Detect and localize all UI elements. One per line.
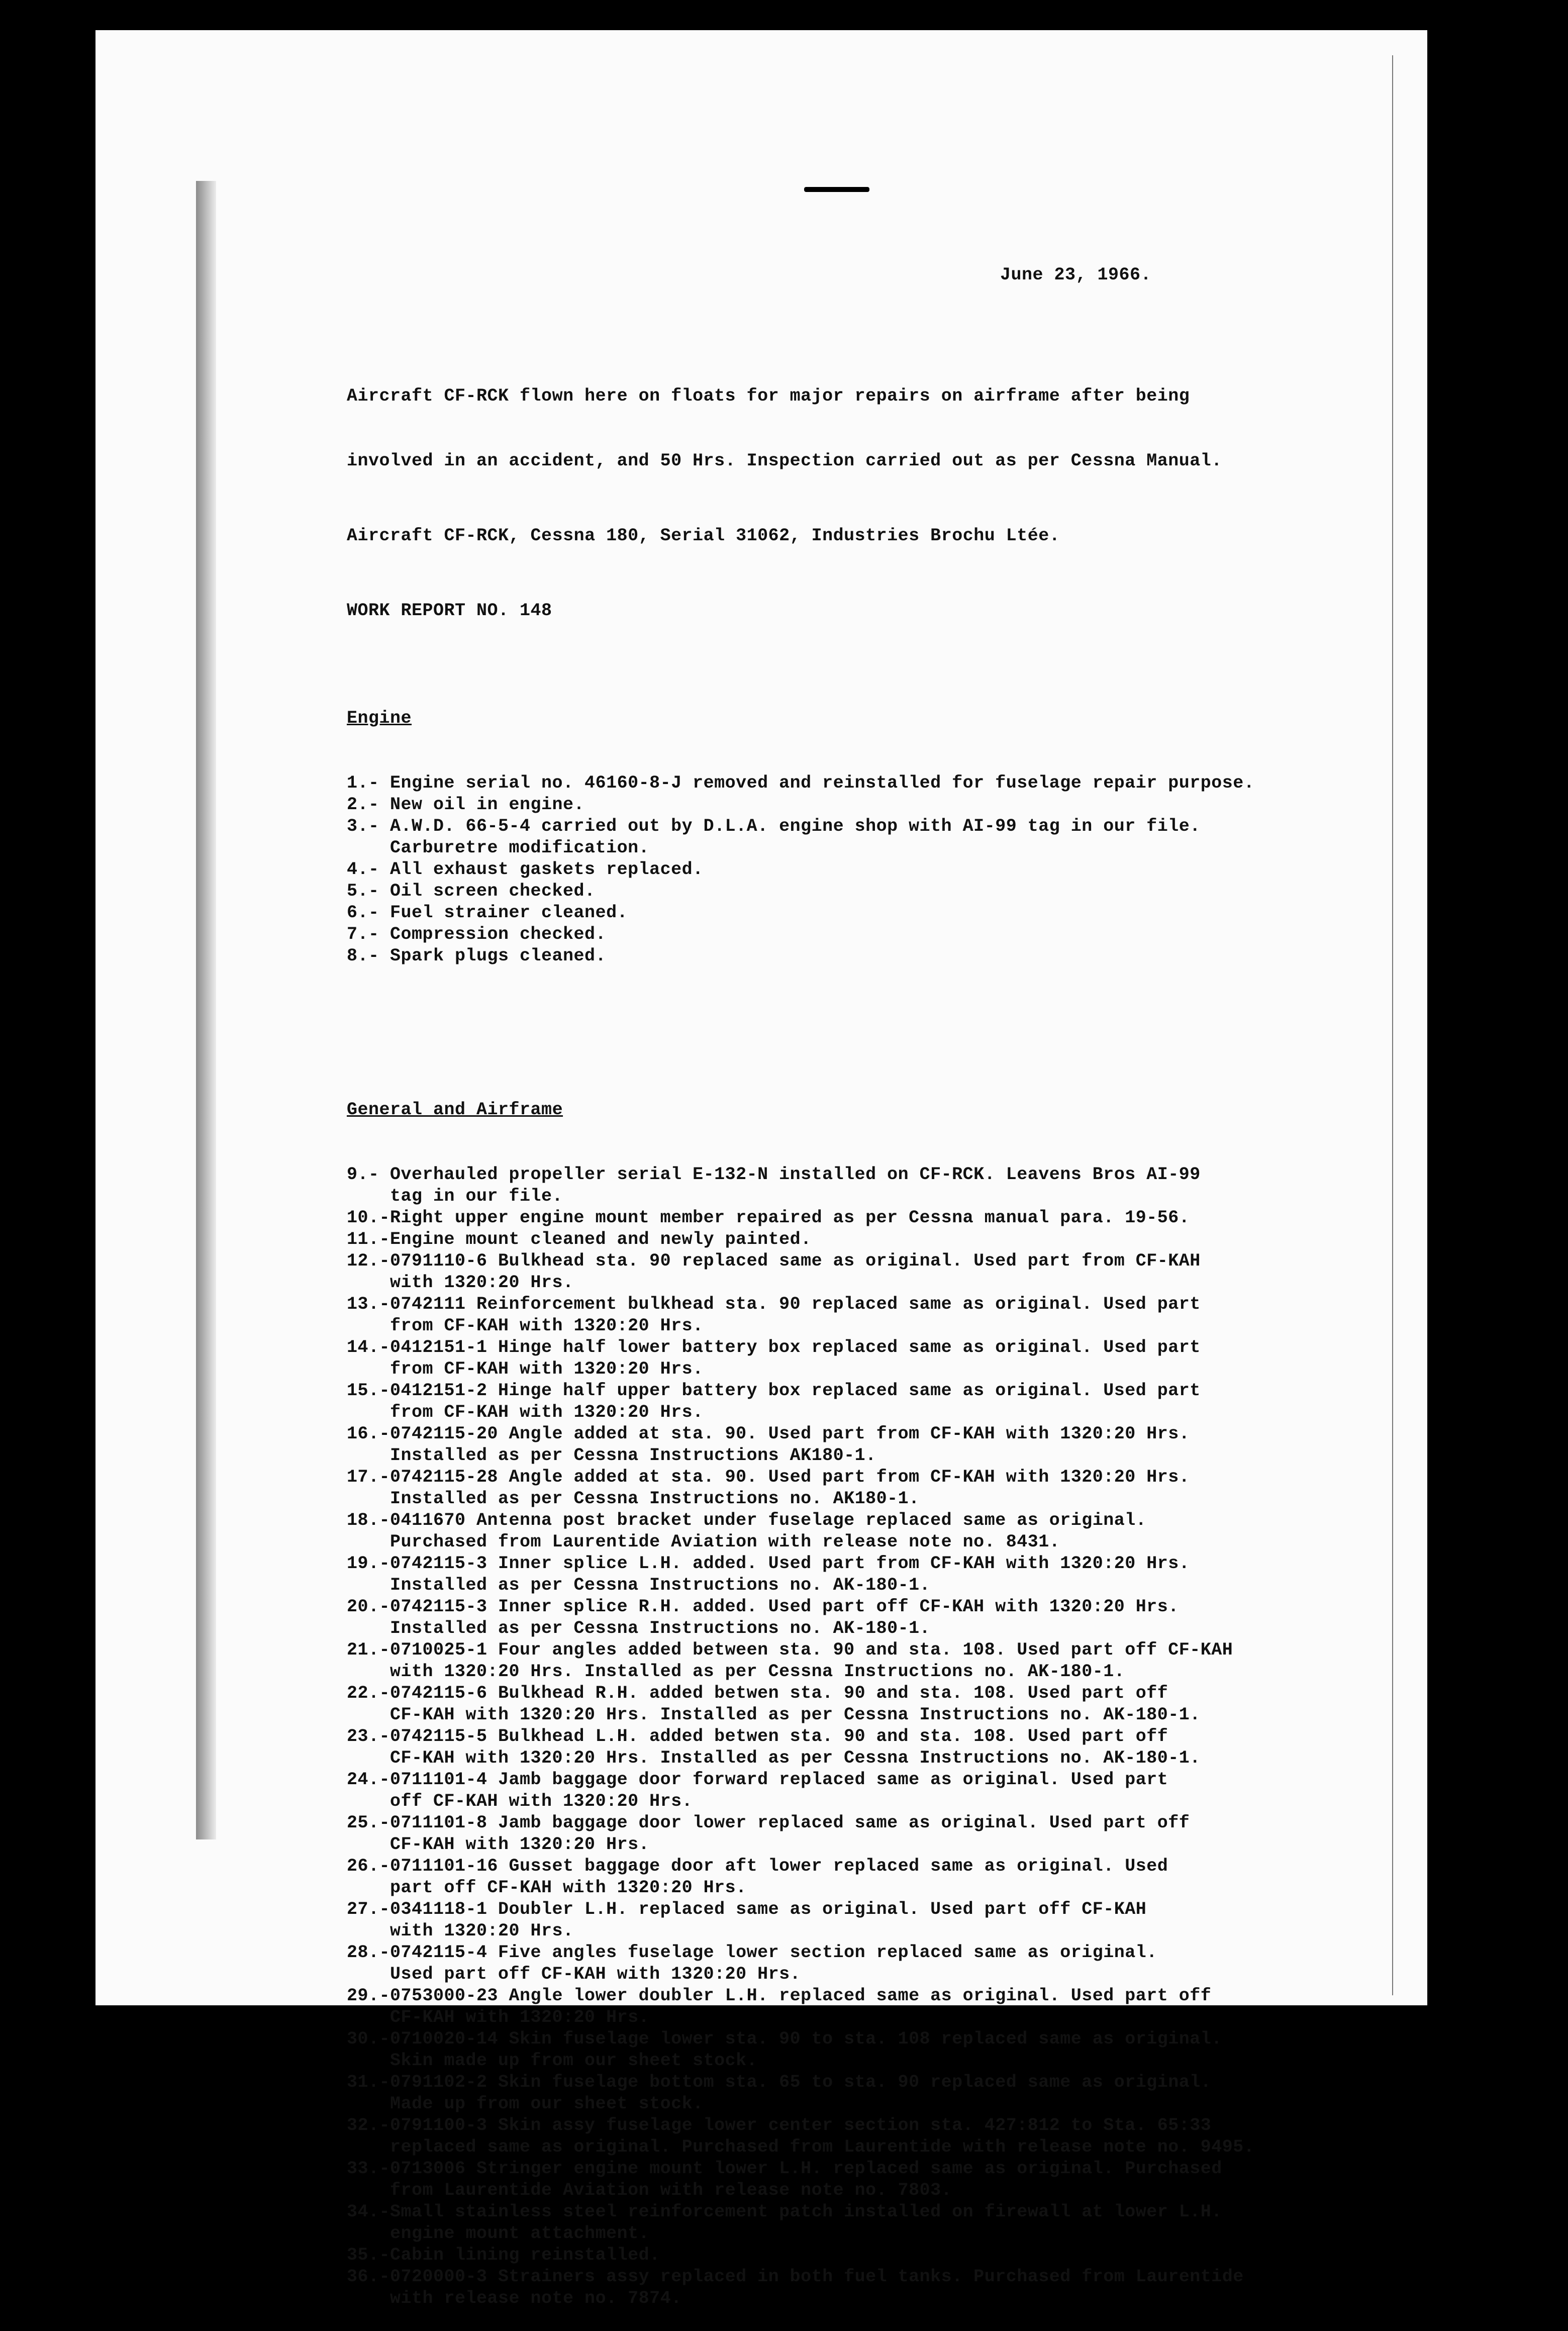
item-line: 0742115-3 Inner splice R.H. added. Used part off CF-KAH with 1320:20 Hrs. bbox=[390, 1597, 1179, 1617]
list-item bbox=[347, 924, 1352, 945]
item-number: 15.- bbox=[347, 1381, 390, 1401]
item-text bbox=[390, 1229, 812, 1250]
page-edge-line bbox=[1392, 55, 1393, 1995]
item-text bbox=[390, 1250, 1201, 1294]
item-text bbox=[390, 2158, 1222, 2201]
item-number: 4.- bbox=[347, 859, 379, 880]
item-line: with 1320:20 Hrs. bbox=[390, 1921, 574, 1941]
item-line: from CF-KAH with 1320:20 Hrs. bbox=[390, 1316, 704, 1336]
item-text bbox=[390, 1985, 1211, 2028]
list-item bbox=[347, 1942, 1352, 1985]
report-date: June 23, 1966. bbox=[1000, 265, 1152, 285]
list-item bbox=[347, 1812, 1352, 1856]
list-item bbox=[347, 1380, 1352, 1423]
list-item bbox=[347, 902, 1352, 924]
list-item bbox=[347, 1423, 1352, 1467]
list-item bbox=[347, 1769, 1352, 1812]
item-text bbox=[390, 1683, 1201, 1726]
item-text bbox=[390, 1380, 1201, 1423]
list-item bbox=[347, 859, 1352, 881]
list-item bbox=[347, 1250, 1352, 1294]
item-line: part off CF-KAH with 1320:20 Hrs. bbox=[390, 1878, 747, 1898]
item-number: 18.- bbox=[347, 1510, 390, 1530]
item-line: replaced same as original. Purchased from Laurentide with release note no. 9495. bbox=[390, 2137, 1255, 2157]
item-text bbox=[390, 1510, 1146, 1553]
item-line: 0742115-28 Angle added at sta. 90. Used part from CF-KAH with 1320:20 Hrs. bbox=[390, 1467, 1190, 1487]
header-dash bbox=[804, 187, 869, 192]
list-item bbox=[347, 1726, 1352, 1769]
item-line: Skin made up from our sheet stock. bbox=[390, 2051, 758, 2071]
list-item bbox=[347, 1229, 1352, 1250]
item-text bbox=[390, 945, 606, 967]
item-line: Used part off CF-KAH with 1320:20 Hrs. bbox=[390, 1964, 801, 1984]
item-text bbox=[390, 1596, 1179, 1639]
list-item bbox=[347, 1553, 1352, 1596]
list-item bbox=[347, 1337, 1352, 1380]
item-text bbox=[390, 1467, 1190, 1510]
item-text bbox=[390, 816, 1201, 859]
item-line: Cabin lining reinstalled. bbox=[390, 2245, 660, 2265]
item-line: 0742111 Reinforcement bulkhead sta. 90 replaced same as original. Used part bbox=[390, 1294, 1201, 1314]
item-line: 0742115-3 Inner splice L.H. added. Used part from CF-KAH with 1320:20 Hrs. bbox=[390, 1553, 1190, 1574]
list-item bbox=[347, 1164, 1352, 1207]
item-text bbox=[390, 1942, 1157, 1985]
item-line: CF-KAH with 1320:20 Hrs. Installed as per Cessna Instructions no. AK-180-1. bbox=[390, 1748, 1201, 1768]
item-line: Installed as per Cessna Instructions no. AK-180-1. bbox=[390, 1618, 931, 1638]
item-text bbox=[390, 2266, 1244, 2309]
item-line: CF-KAH with 1320:20 Hrs. bbox=[390, 1834, 650, 1855]
item-line: 0742115-4 Five angles fuselage lower section replaced same as original. bbox=[390, 1943, 1157, 1963]
list-item bbox=[347, 2158, 1352, 2201]
item-line: Right upper engine mount member repaired as per Cessna manual para. 19-56. bbox=[390, 1208, 1190, 1228]
item-number: 24.- bbox=[347, 1770, 390, 1790]
item-number: 20.- bbox=[347, 1597, 390, 1617]
item-line: Overhauled propeller serial E-132-N installed on CF-RCK. Leavens Bros AI-99 bbox=[390, 1164, 1201, 1185]
intro-line-1: Aircraft CF-RCK flown here on floats for major repairs on airframe after being bbox=[347, 386, 1190, 406]
item-number: 6.- bbox=[347, 903, 379, 923]
item-text bbox=[390, 924, 606, 945]
item-text bbox=[390, 1769, 1168, 1812]
item-line: Oil screen checked. bbox=[390, 881, 596, 901]
item-line: All exhaust gaskets replaced. bbox=[390, 859, 704, 880]
engine-heading: Engine bbox=[347, 708, 412, 728]
item-text bbox=[390, 2072, 1211, 2115]
list-item bbox=[347, 1294, 1352, 1337]
item-number: 33.- bbox=[347, 2159, 390, 2179]
item-number: 34.- bbox=[347, 2202, 390, 2222]
list-item bbox=[347, 772, 1352, 794]
list-item bbox=[347, 2245, 1352, 2266]
item-line: 0711101-16 Gusset baggage door aft lower replaced same as original. Used bbox=[390, 1856, 1168, 1876]
list-item bbox=[347, 2201, 1352, 2245]
item-number: 13.- bbox=[347, 1294, 390, 1314]
item-line: Installed as per Cessna Instructions AK180-1. bbox=[390, 1445, 876, 1466]
list-item bbox=[347, 816, 1352, 859]
list-item bbox=[347, 1985, 1352, 2028]
item-text bbox=[390, 772, 1254, 794]
item-line: with 1320:20 Hrs. bbox=[390, 1273, 574, 1293]
item-number: 25.- bbox=[347, 1813, 390, 1833]
list-item bbox=[347, 1596, 1352, 1639]
item-number: 2.- bbox=[347, 795, 379, 815]
list-item bbox=[347, 1207, 1352, 1229]
item-line: Made up from our sheet stock. bbox=[390, 2094, 704, 2114]
item-line: engine mount attachment. bbox=[390, 2223, 650, 2244]
item-line: 0791110-6 Bulkhead sta. 90 replaced same as original. Used part from CF-KAH bbox=[390, 1251, 1201, 1271]
item-text bbox=[390, 1337, 1201, 1380]
item-line: 0791102-2 Skin fuselage bottom sta. 65 to sta. 90 replaced same as original. bbox=[390, 2072, 1212, 2092]
item-text bbox=[390, 2201, 1222, 2245]
item-text bbox=[390, 1553, 1190, 1596]
item-number: 8.- bbox=[347, 946, 379, 966]
item-line: Compression checked. bbox=[390, 924, 607, 944]
item-text bbox=[390, 2028, 1222, 2072]
list-item bbox=[347, 1639, 1352, 1683]
item-line: Installed as per Cessna Instructions no. AK-180-1. bbox=[390, 1575, 931, 1595]
item-line: Installed as per Cessna Instructions no. AK180-1. bbox=[390, 1489, 920, 1509]
item-number: 36.- bbox=[347, 2267, 390, 2287]
item-number: 17.- bbox=[347, 1467, 390, 1487]
item-number: 28.- bbox=[347, 1943, 390, 1963]
item-text bbox=[390, 1423, 1190, 1467]
item-number: 32.- bbox=[347, 2115, 390, 2135]
item-number: 30.- bbox=[347, 2029, 390, 2049]
item-line: 0710025-1 Four angles added between sta. 90 and sta. 108. Used part off CF-KAH bbox=[390, 1640, 1233, 1660]
item-text bbox=[390, 2245, 660, 2266]
item-number: 14.- bbox=[347, 1337, 390, 1357]
item-line: 0720000-3 Strainers assy replaced in both fuel tanks. Purchased from Laurentide bbox=[390, 2267, 1244, 2287]
intro-line-2: involved in an accident, and 50 Hrs. Inspection carried out as per Cessna Manual. bbox=[347, 451, 1222, 471]
item-number: 5.- bbox=[347, 881, 379, 901]
item-line: 0713006 Stringer engine mount lower L.H. replaced same as original. Purchased bbox=[390, 2159, 1222, 2179]
aircraft-line: Aircraft CF-RCK, Cessna 180, Serial 31062, Industries Brochu Ltée. bbox=[347, 526, 1060, 546]
list-item bbox=[347, 2072, 1352, 2115]
item-number: 27.- bbox=[347, 1899, 390, 1919]
item-line: 0341118-1 Doubler L.H. replaced same as original. Used part off CF-KAH bbox=[390, 1899, 1147, 1919]
item-line: from CF-KAH with 1320:20 Hrs. bbox=[390, 1359, 704, 1379]
item-line: 0411670 Antenna post bracket under fuselage replaced same as original. bbox=[390, 1510, 1147, 1530]
item-number: 12.- bbox=[347, 1251, 390, 1271]
item-line: Fuel strainer cleaned. bbox=[390, 903, 628, 923]
item-text bbox=[390, 1899, 1146, 1942]
item-number: 22.- bbox=[347, 1683, 390, 1703]
item-line: CF-KAH with 1320:20 Hrs. Installed as per Cessna Instructions no. AK-180-1. bbox=[390, 1705, 1201, 1725]
item-line: Small stainless steel reinforcement patch installed on firewall at lower L.H. bbox=[390, 2202, 1222, 2222]
item-line: Carburetre modification. bbox=[390, 838, 650, 858]
item-line: Spark plugs cleaned. bbox=[390, 946, 607, 966]
item-text bbox=[390, 859, 704, 881]
item-number: 3.- bbox=[347, 816, 379, 836]
list-item bbox=[347, 1683, 1352, 1726]
item-line: New oil in engine. bbox=[390, 795, 585, 815]
item-line: 0742115-20 Angle added at sta. 90. Used part from CF-KAH with 1320:20 Hrs. bbox=[390, 1424, 1190, 1444]
list-item bbox=[347, 794, 1352, 816]
item-line: with release note no. 7874. bbox=[390, 2288, 682, 2308]
item-line: 0742115-6 Bulkhead R.H. added betwen sta. 90 and sta. 108. Used part off bbox=[390, 1683, 1168, 1703]
list-item bbox=[347, 2115, 1352, 2158]
item-line: tag in our file. bbox=[390, 1186, 563, 1206]
item-line: 0742115-5 Bulkhead L.H. added betwen sta. 90 and sta. 108. Used part off bbox=[390, 1726, 1168, 1746]
engine-list bbox=[347, 772, 1352, 967]
work-report-number: WORK REPORT NO. 148 bbox=[347, 601, 552, 621]
item-line: Engine mount cleaned and newly painted. bbox=[390, 1229, 812, 1249]
item-line: CF-KAH with 1320:20 Hrs. bbox=[390, 2007, 650, 2027]
item-number: 35.- bbox=[347, 2245, 390, 2265]
list-item bbox=[347, 945, 1352, 967]
item-line: from Laurentide Aviation with release note no. 7803. bbox=[390, 2180, 952, 2200]
list-item bbox=[347, 1510, 1352, 1553]
general-list bbox=[347, 1164, 1352, 2309]
item-text bbox=[390, 1207, 1190, 1229]
item-text bbox=[390, 1164, 1201, 1207]
item-text bbox=[390, 1294, 1201, 1337]
item-number: 21.- bbox=[347, 1640, 390, 1660]
item-number: 29.- bbox=[347, 1986, 390, 2006]
item-line: A.W.D. 66-5-4 carried out by D.L.A. engine shop with AI-99 tag in our file. bbox=[390, 816, 1201, 836]
report-text bbox=[347, 221, 1352, 2331]
item-number: 16.- bbox=[347, 1424, 390, 1444]
item-text bbox=[390, 2115, 1254, 2158]
item-number: 26.- bbox=[347, 1856, 390, 1876]
item-number: 19.- bbox=[347, 1553, 390, 1574]
item-line: 0753000-23 Angle lower doubler L.H. replaced same as original. Used part off bbox=[390, 1986, 1212, 2006]
item-text bbox=[390, 794, 584, 816]
item-number: 9.- bbox=[347, 1164, 379, 1185]
item-number: 23.- bbox=[347, 1726, 390, 1746]
item-line: 0711101-8 Jamb baggage door lower replaced same as original. Used part off bbox=[390, 1813, 1190, 1833]
item-line: Purchased from Laurentide Aviation with release note no. 8431. bbox=[390, 1532, 1060, 1552]
item-line: off CF-KAH with 1320:20 Hrs. bbox=[390, 1791, 693, 1811]
general-heading: General and Airframe bbox=[347, 1100, 563, 1120]
item-number: 31.- bbox=[347, 2072, 390, 2092]
item-number: 1.- bbox=[347, 773, 379, 793]
item-number: 7.- bbox=[347, 924, 379, 944]
item-text bbox=[390, 1856, 1168, 1899]
list-item bbox=[347, 881, 1352, 902]
item-text bbox=[390, 1812, 1190, 1856]
list-item bbox=[347, 2028, 1352, 2072]
item-line: 0412151-1 Hinge half lower battery box replaced same as original. Used part bbox=[390, 1337, 1201, 1357]
item-line: from CF-KAH with 1320:20 Hrs. bbox=[390, 1402, 704, 1422]
item-number: 11.- bbox=[347, 1229, 390, 1249]
item-text bbox=[390, 881, 596, 902]
item-text bbox=[390, 1726, 1201, 1769]
item-line: Engine serial no. 46160-8-J removed and reinstalled for fuselage repair purpose. bbox=[390, 773, 1255, 793]
list-item bbox=[347, 2266, 1352, 2309]
item-line: 0412151-2 Hinge half upper battery box replaced same as original. Used part bbox=[390, 1381, 1201, 1401]
page-shadow bbox=[196, 181, 216, 1839]
item-line: 0791100-3 Skin assy fuselage lower center section sta. 427:812 to Sta. 65:33 bbox=[390, 2115, 1212, 2135]
item-text bbox=[390, 1639, 1233, 1683]
item-text bbox=[390, 902, 628, 924]
item-line: with 1320:20 Hrs. Installed as per Cessna Instructions no. AK-180-1. bbox=[390, 1662, 1125, 1682]
list-item bbox=[347, 1467, 1352, 1510]
item-line: 0711101-4 Jamb baggage door forward replaced same as original. Used part bbox=[390, 1770, 1168, 1790]
item-line: 0710020-14 Skin fuselage lower sta. 90 to sta. 108 replaced same as original. bbox=[390, 2029, 1222, 2049]
item-number: 10.- bbox=[347, 1208, 390, 1228]
list-item bbox=[347, 1899, 1352, 1942]
list-item bbox=[347, 1856, 1352, 1899]
